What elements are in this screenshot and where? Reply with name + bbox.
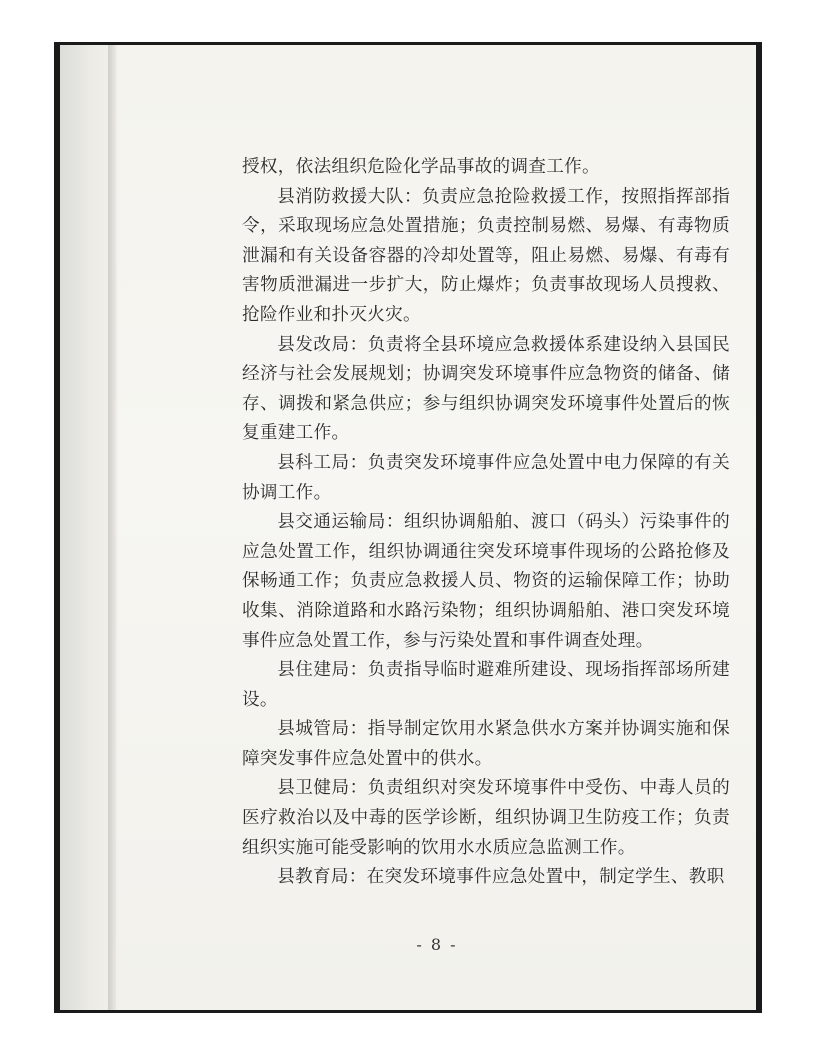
paragraph-fire-rescue: 县消防救援大队：负责应急抢险救援工作，按照指挥部指令，采取现场应急处置措施；负责控制易燃、易爆、有毒物质泄漏和有关设备容器的冷却处置等，阻止易燃、易爆、有毒有害物质泄漏进一步扩大，防止爆炸；负责事故现场人员搜救、抢险作业和扑灭火灾。 [242, 186, 730, 325]
paragraph-education: 县教育局：在突发环境事件应急处置中，制定学生、教职 [277, 867, 725, 888]
body-text [242, 153, 730, 893]
paragraph-urban-management: 县城管局：指导制定饮用水紧急供水方案并协调实施和保障突发事件应急处置中的供水。 [242, 719, 730, 769]
paragraph-science-industry: 县科工局：负责突发环境事件应急处置中电力保障的有关协调工作。 [242, 452, 730, 503]
page-number: - 8 - [416, 935, 458, 954]
document-page [118, 45, 756, 1010]
paragraph-continuation: 授权，依法组织危险化学品事故的调查工作。 [242, 157, 600, 177]
paragraph-development-reform: 县发改局：负责将全县环境应急救援体系建设纳入县国民经济与社会发展规划；协调突发环境事件应急物资的储备、储存、调拨和紧急供应；参与组织协调突发环境事件处置后的恢复重建工作。 [242, 334, 730, 444]
paragraph-health: 县卫健局：负责组织对突发环境事件中受伤、中毒人员的医疗救治以及中毒的医学诊断，组织协调卫生防疫工作；负责组织实施可能受影响的饮用水水质应急监测工作。 [242, 778, 730, 858]
paragraph-transportation: 县交通运输局：组织协调船舶、渡口（码头）污染事件的应急处置工作，组织协调通往突发环境事件现场的公路抢修及保畅通工作；负责应急救援人员、物资的运输保障工作；协助收集、消除道路和水路污染物；组织协调船舶、港口突发环境事件应急处置工作，参与污染处置和事件调查处理。 [242, 512, 730, 651]
page-shadow-edge [108, 45, 116, 1010]
paragraph-housing-construction: 县住建局：负责指导临时避难所建设、现场指挥部场所建设。 [242, 660, 730, 710]
